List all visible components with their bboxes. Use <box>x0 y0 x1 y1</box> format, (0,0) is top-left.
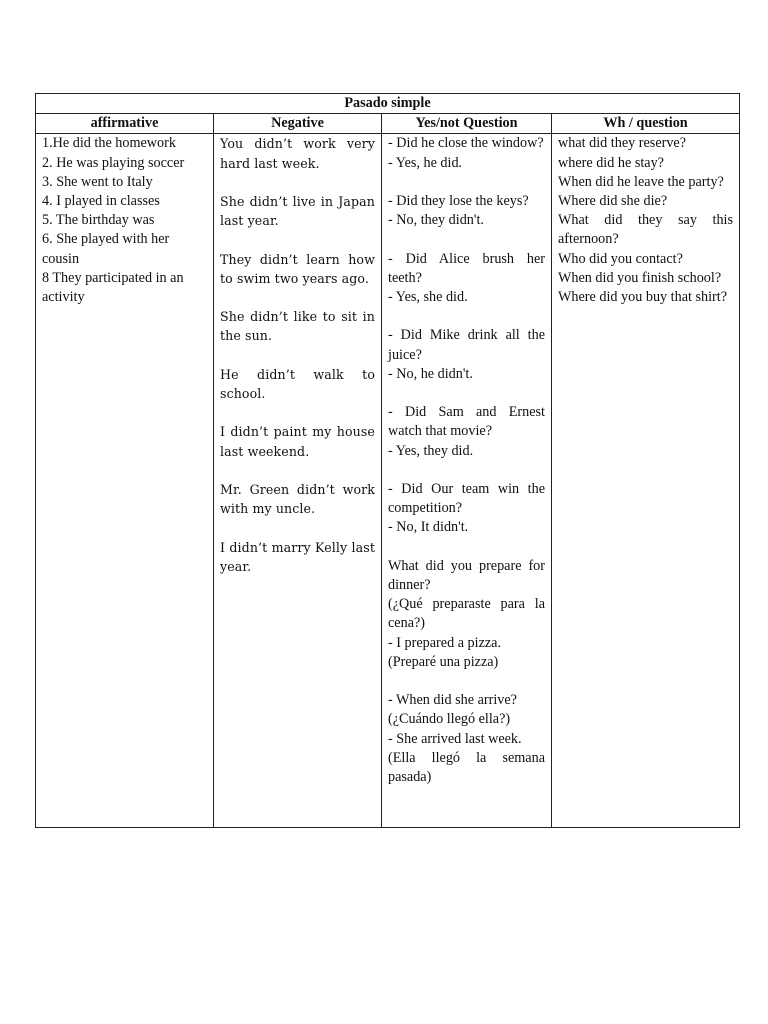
wh-question: what did they reserve? <box>558 135 687 152</box>
yes-no-question: - Did he close the window? <box>388 135 544 152</box>
affirmative-item: 5. The birthday was <box>42 212 155 229</box>
affirmative-item: 8 They participated in an activity <box>42 269 184 306</box>
yes-no-question: - Did Alice brush her teeth? <box>388 250 545 286</box>
wh-question: When did he leave the party? <box>558 173 724 190</box>
yes-no-question: - Did Mike drink all the juice? <box>388 327 545 363</box>
wh-question: Who did you contact? <box>558 250 683 267</box>
wh-question: What did they say this afternoon? <box>558 212 734 248</box>
header-row <box>36 114 740 134</box>
affirmative-cell <box>36 134 214 828</box>
affirmative-item: 2. He was playing soccer <box>42 154 185 171</box>
yes-no-cell <box>382 134 552 828</box>
negative-sentence: He didn’t walk to school. <box>220 366 375 401</box>
negative-sentence: You didn’t work very hard last week. <box>220 136 375 171</box>
affirmative-item: 1.He did the homework <box>42 135 176 152</box>
example-answer-translation: (Preparé una pizza) <box>388 653 499 670</box>
negative-sentence: She didn’t like to sit in the sun. <box>220 309 375 344</box>
yes-no-answer: - Yes, she did. <box>388 289 468 305</box>
example-question-translation: (¿Cuándo llegó ella?) <box>388 711 511 728</box>
negative-sentence: Mr. Green didn’t work with my uncle. <box>220 481 375 517</box>
content-row <box>36 134 740 828</box>
example-question-translation: (¿Qué preparaste para la cena?) <box>388 596 545 632</box>
yes-no-answer: - No, It didn't. <box>388 519 469 536</box>
example-answer: - I prepared a pizza. <box>388 634 502 651</box>
affirmative-item: 3. She went to Italy <box>42 173 153 190</box>
header-yes-no-question: Yes/not Question <box>382 114 552 134</box>
negative-sentence: I didn’t paint my house last weekend. <box>220 424 375 459</box>
table-title: Pasado simple <box>36 94 740 114</box>
wh-question-cell <box>552 134 740 828</box>
yes-no-question: - Did they lose the keys? <box>388 193 529 209</box>
header-negative: Negative <box>214 114 382 134</box>
yes-no-answer: - Yes, he did. <box>388 154 463 171</box>
wh-question: where did he stay? <box>558 154 664 171</box>
negative-sentence: She didn’t live in Japan last year. <box>220 194 375 229</box>
yes-no-question: - Did Sam and Ernest watch that movie? <box>388 404 545 440</box>
yes-no-answer: - Yes, they did. <box>388 442 474 459</box>
title-row <box>36 94 740 114</box>
negative-cell <box>214 134 382 828</box>
affirmative-item: 4. I played in classes <box>42 193 160 210</box>
example-question: What did you prepare for dinner? <box>388 557 545 593</box>
example-question: - When did she arrive? <box>388 692 517 709</box>
header-wh-question: Wh / question <box>552 114 740 134</box>
example-answer: - She arrived last week. <box>388 730 522 747</box>
yes-no-question: - Did Our team win the competition? <box>388 480 545 517</box>
wh-question: When did you finish school? <box>558 269 722 286</box>
yes-no-answer: - No, they didn't. <box>388 212 484 229</box>
yes-no-answer: - No, he didn't. <box>388 365 473 382</box>
example-answer-translation: (Ella llegó la semana pasada) <box>388 749 545 785</box>
grammar-table <box>35 93 740 828</box>
wh-question: Where did you buy that shirt? <box>558 289 728 306</box>
affirmative-item: 6. She played with her cousin <box>42 231 170 267</box>
negative-sentence: They didn’t learn how to swim two years ago. <box>220 251 375 286</box>
wh-question: Where did she die? <box>558 193 668 210</box>
negative-sentence: I didn’t marry Kelly last year. <box>220 539 375 574</box>
header-affirmative: affirmative <box>36 114 214 134</box>
